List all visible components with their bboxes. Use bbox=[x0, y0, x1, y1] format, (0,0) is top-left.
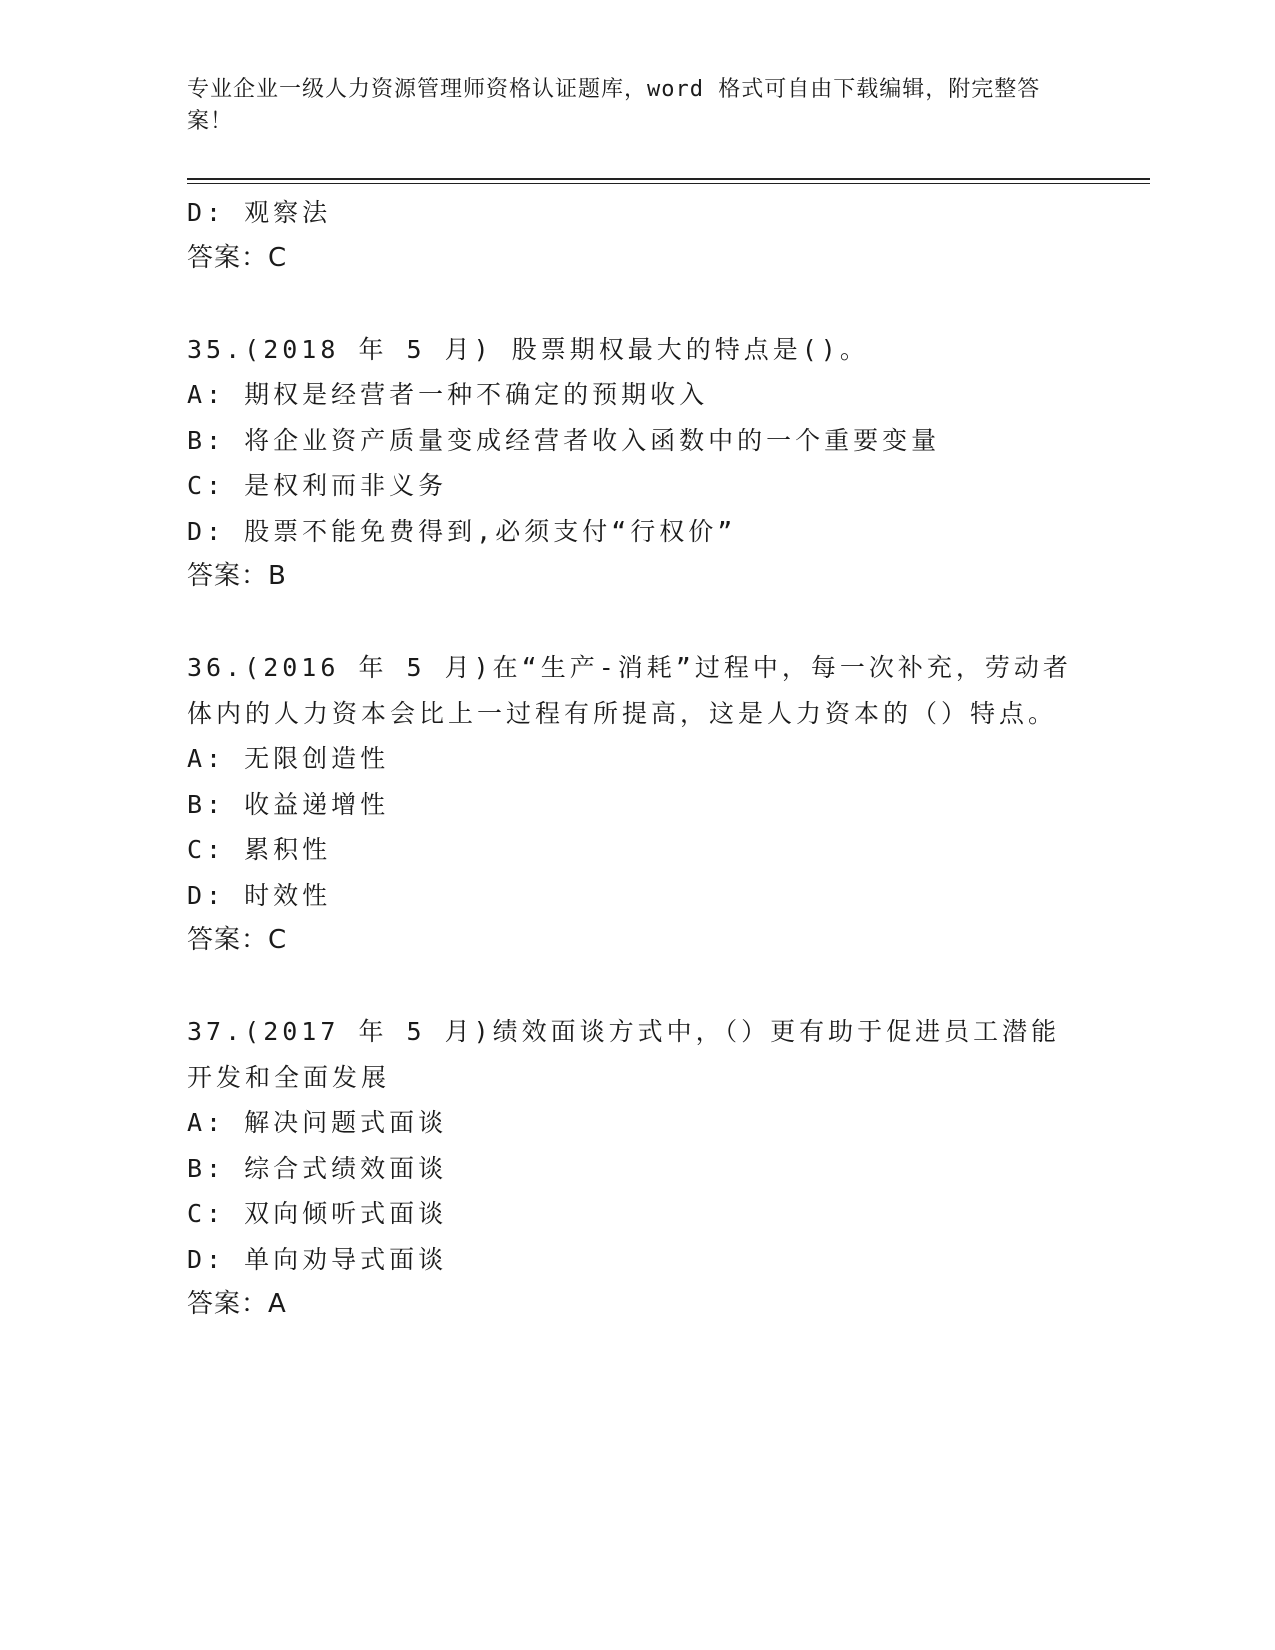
option-b: B: 收益递增性 bbox=[187, 789, 390, 819]
answer: 答案：A bbox=[187, 1289, 287, 1319]
option-c: C: 双向倾听式面谈 bbox=[187, 1199, 448, 1228]
question-35 bbox=[187, 327, 1087, 600]
option-a: A: 无限创造性 bbox=[187, 744, 390, 773]
question-content bbox=[187, 190, 1087, 1328]
header-divider-thick bbox=[187, 178, 1150, 180]
option-c: C: 是权利而非义务 bbox=[187, 471, 448, 500]
question-stem: 35.(2018 年 5 月) 股票期权最大的特点是()。 bbox=[187, 334, 869, 364]
previous-answer: 答案：C bbox=[187, 242, 288, 273]
previous-option-d: D: 观察法 bbox=[187, 198, 332, 227]
answer: 答案：B bbox=[187, 561, 287, 591]
option-a: A: 期权是经营者一种不确定的预期收入 bbox=[187, 380, 709, 409]
option-d: D: 时效性 bbox=[187, 880, 332, 910]
question-36 bbox=[187, 645, 1087, 964]
option-b: B: 将企业资产质量变成经营者收入函数中的一个重要变量 bbox=[187, 425, 941, 455]
question-stem: 37.(2017 年 5 月)绩效面谈方式中，（）更有助于促进员工潜能开发和全面发展 bbox=[187, 1017, 1061, 1092]
option-d: D: 股票不能免费得到,必须支付“行权价” bbox=[187, 516, 737, 546]
page-header-text: 专业企业一级人力资源管理师资格认证题库，word 格式可自由下载编辑，附完整答案！ bbox=[187, 77, 1041, 134]
question-stem: 36.(2016 年 5 月)在“生产-消耗”过程中，每一次补充，劳动者体内的人力资本会比上一过程有所提高，这是人力资本的（）特点。 bbox=[187, 653, 1072, 728]
option-d: D: 单向劝导式面谈 bbox=[187, 1244, 448, 1274]
option-a: A: 解决问题式面谈 bbox=[187, 1108, 448, 1137]
question-37 bbox=[187, 1009, 1087, 1328]
option-b: B: 综合式绩效面谈 bbox=[187, 1153, 448, 1183]
header-divider-thin bbox=[187, 183, 1150, 184]
answer: 答案：C bbox=[187, 925, 288, 955]
option-c: C: 累积性 bbox=[187, 835, 332, 864]
